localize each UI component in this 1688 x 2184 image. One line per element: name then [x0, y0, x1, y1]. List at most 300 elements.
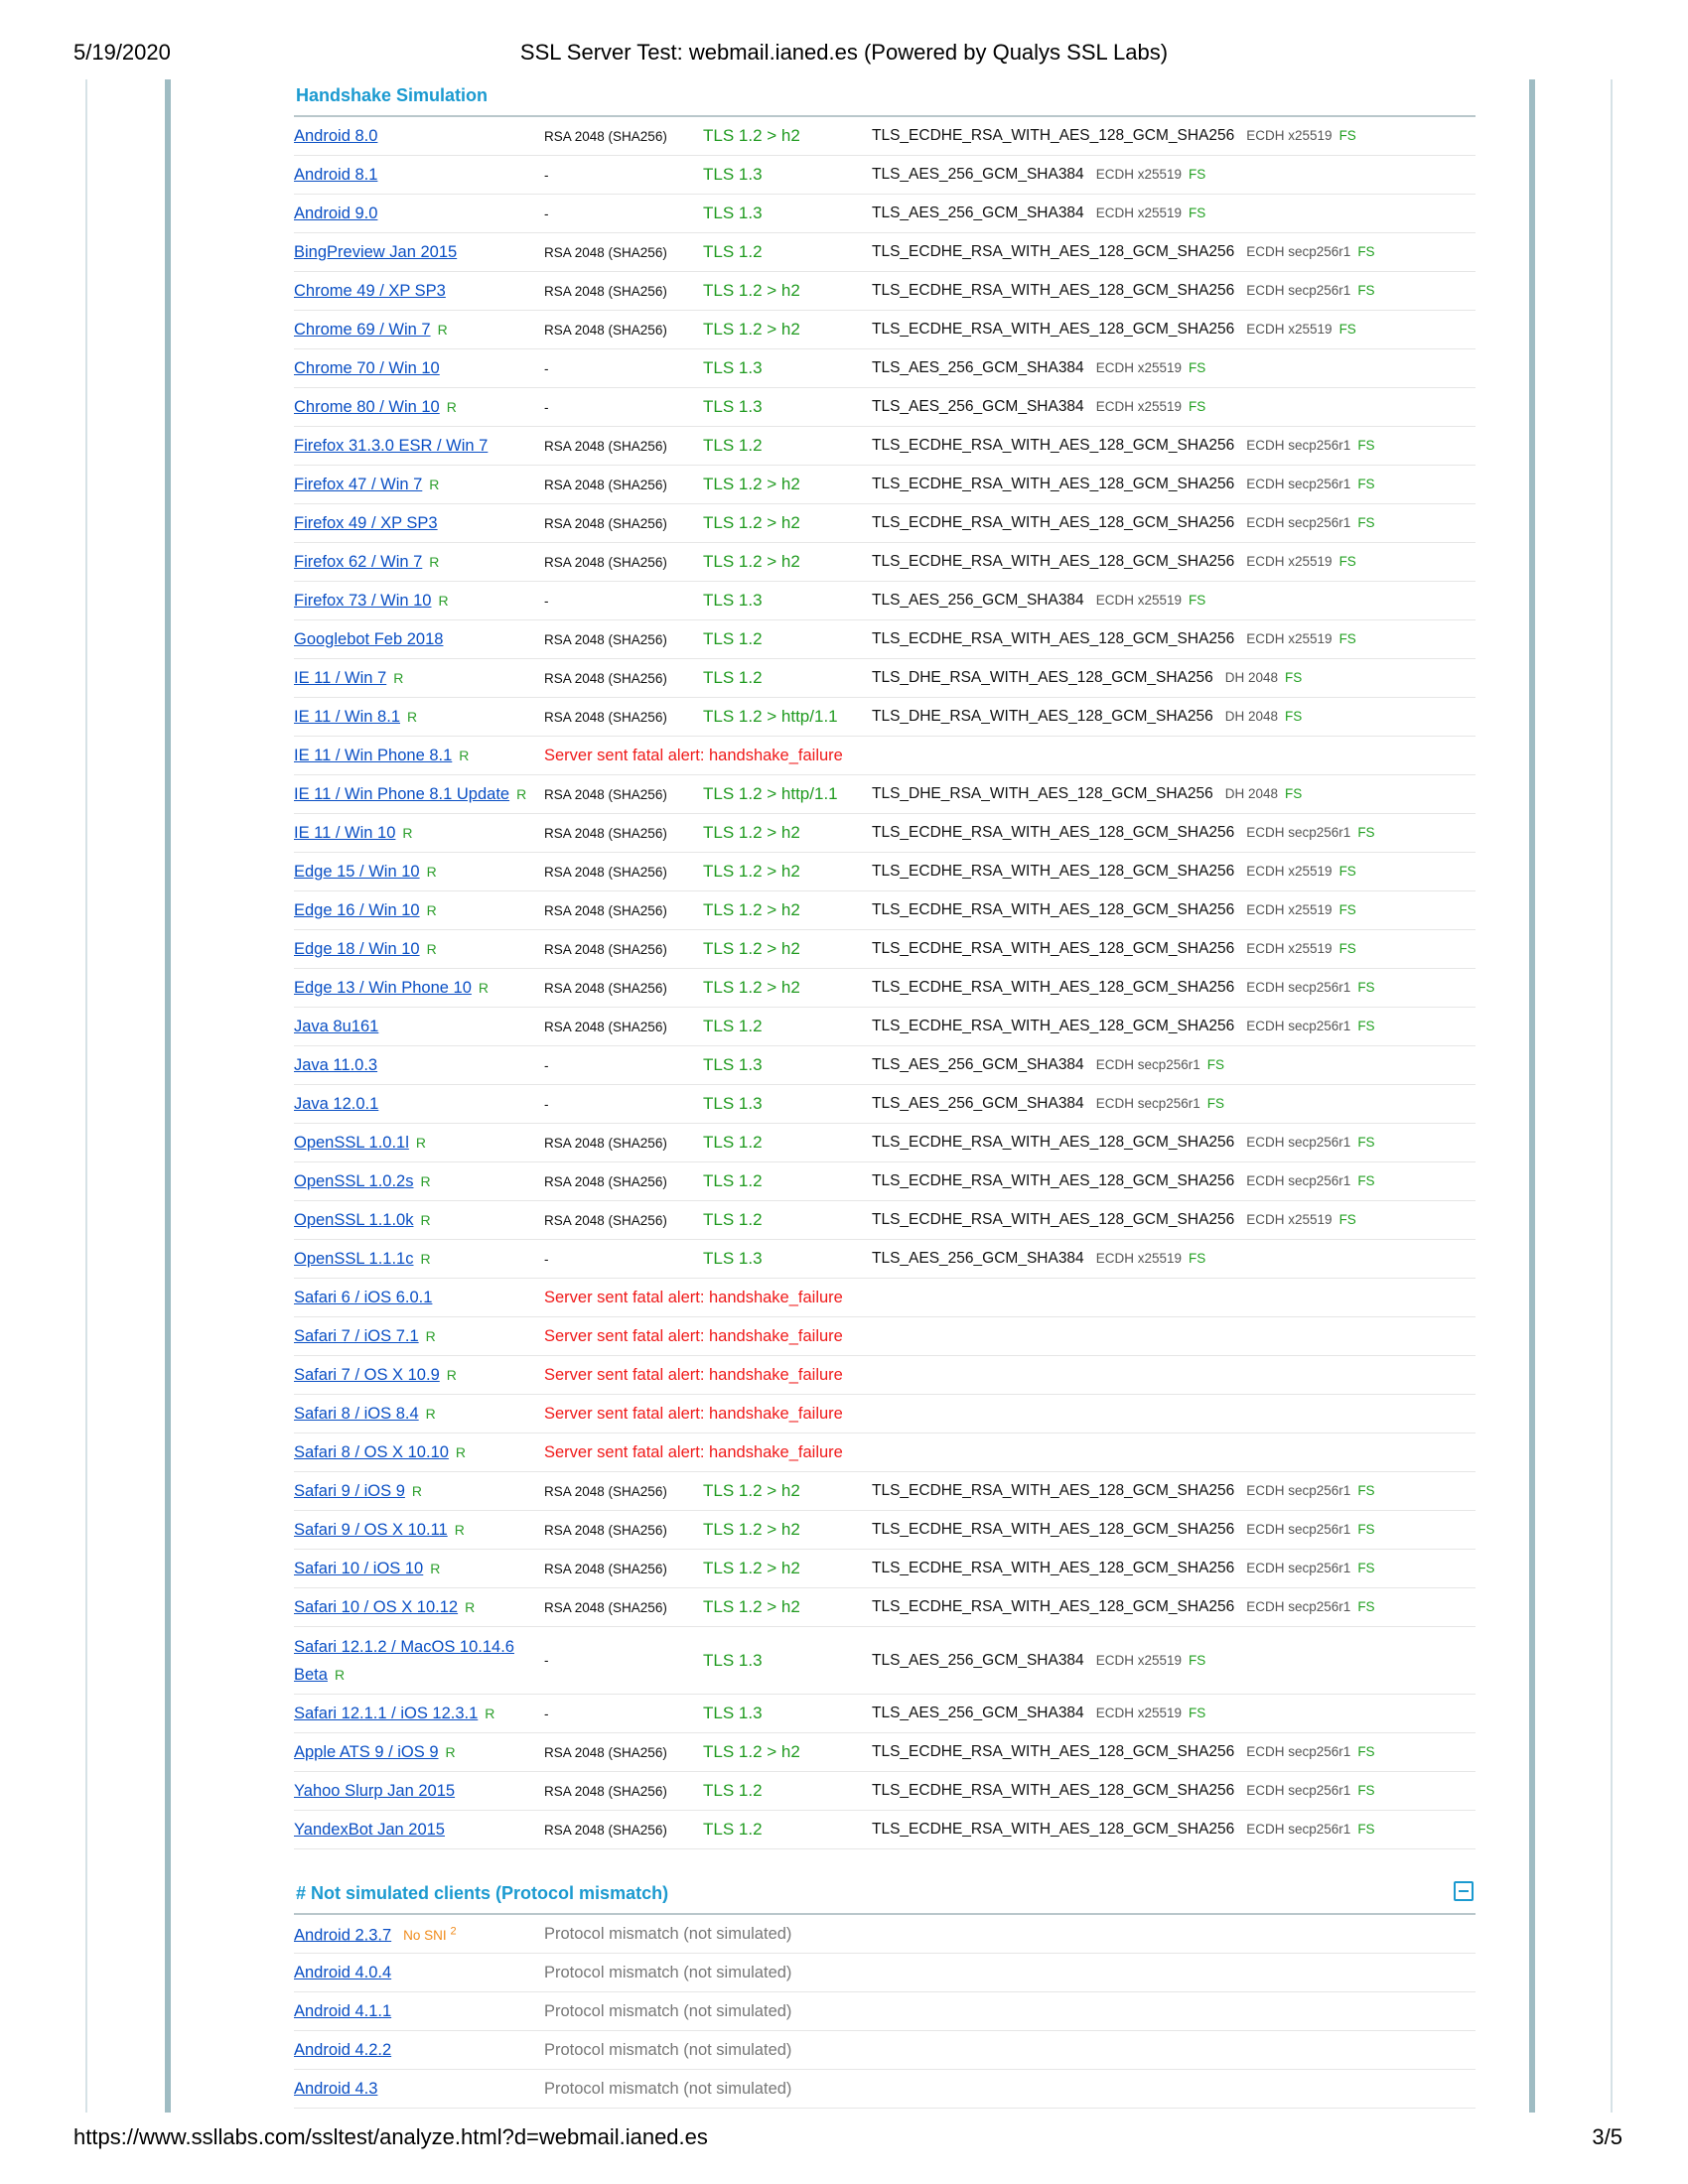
print-header — [0, 40, 1688, 69]
forward-secrecy-badge: FS — [1357, 283, 1375, 298]
cipher-cell — [872, 1172, 1375, 1190]
table-row — [294, 930, 1476, 969]
client-cell — [294, 1555, 544, 1582]
key-cell: RSA 2048 (SHA256) — [544, 554, 667, 570]
key-cell: - — [544, 167, 549, 183]
forward-secrecy-badge: FS — [1188, 1251, 1206, 1266]
client-cell — [294, 1013, 544, 1040]
reference-badge: R — [438, 593, 449, 609]
client-cell — [294, 432, 544, 460]
client-cell — [294, 780, 544, 808]
protocol-cell: TLS 1.2 > h2 — [703, 552, 800, 571]
protocol-cell: TLS 1.2 > h2 — [703, 1520, 800, 1539]
reference-badge: R — [478, 980, 489, 996]
protocol-cell: TLS 1.2 > http/1.1 — [703, 784, 838, 803]
protocol-cell: TLS 1.2 — [703, 1171, 763, 1190]
client-cell — [294, 1322, 544, 1350]
key-exchange: ECDH secp256r1 — [1246, 1135, 1351, 1150]
cipher-suite: TLS_AES_256_GCM_SHA384 — [872, 1651, 1084, 1669]
key-exchange: DH 2048 — [1224, 786, 1279, 801]
client-link[interactable]: Safari 7 / iOS 7.1 — [294, 1327, 419, 1345]
forward-secrecy-badge: FS — [1338, 631, 1356, 646]
client-cell — [294, 858, 544, 886]
cipher-cell — [872, 863, 1356, 881]
forward-secrecy-badge: FS — [1357, 1483, 1375, 1498]
reference-badge: R — [407, 709, 418, 725]
client-link[interactable]: Firefox 62 / Win 7 — [294, 553, 423, 571]
handshake-simulation-table — [294, 117, 1476, 1849]
protocol-cell: TLS 1.3 — [703, 1650, 763, 1670]
key-cell: RSA 2048 (SHA256) — [544, 902, 667, 918]
client-cell — [294, 1918, 544, 1951]
client-cell — [294, 354, 544, 382]
client-link[interactable]: Android 4.2.2 — [294, 2041, 392, 2059]
client-cell — [294, 1816, 544, 1843]
client-cell — [294, 1051, 544, 1079]
table-row — [294, 1240, 1476, 1279]
client-link[interactable]: Android 8.0 — [294, 127, 378, 145]
client-link[interactable]: IE 11 / Win 7 — [294, 669, 387, 687]
cipher-cell — [872, 592, 1205, 610]
client-cell — [294, 974, 544, 1002]
protocol-cell: TLS 1.2 > h2 — [703, 1481, 800, 1500]
client-link[interactable]: Java 12.0.1 — [294, 1095, 379, 1113]
key-exchange: ECDH secp256r1 — [1246, 825, 1351, 840]
cipher-suite: TLS_DHE_RSA_WITH_AES_128_GCM_SHA256 — [872, 669, 1213, 686]
key-cell: RSA 2048 (SHA256) — [544, 941, 667, 957]
client-link[interactable]: YandexBot Jan 2015 — [294, 1821, 445, 1839]
forward-secrecy-badge: FS — [1285, 670, 1303, 685]
table-row — [294, 233, 1476, 272]
protocol-cell: TLS 1.2 — [703, 668, 763, 687]
key-cell: RSA 2048 (SHA256) — [544, 1212, 667, 1228]
cipher-suite: TLS_AES_256_GCM_SHA384 — [872, 1095, 1084, 1112]
client-link[interactable]: Android 4.1.1 — [294, 2002, 392, 2020]
print-date: 5/19/2020 — [73, 40, 171, 65]
handshake-simulation-title — [294, 79, 1476, 117]
cipher-cell — [872, 901, 1356, 919]
reference-badge: R — [425, 1328, 436, 1344]
client-link[interactable]: Safari 12.1.1 / iOS 12.3.1 — [294, 1705, 479, 1722]
key-exchange: ECDH x25519 — [1246, 128, 1333, 143]
client-link[interactable]: Firefox 47 / Win 7 — [294, 476, 423, 493]
client-link[interactable]: OpenSSL 1.0.2s — [294, 1172, 414, 1190]
cipher-suite: TLS_ECDHE_RSA_WITH_AES_128_GCM_SHA256 — [872, 1172, 1235, 1189]
forward-secrecy-badge: FS — [1357, 515, 1375, 530]
client-link[interactable]: Android 4.3 — [294, 2080, 378, 2098]
table-row — [294, 814, 1476, 853]
client-cell — [294, 122, 544, 150]
cipher-suite: TLS_ECDHE_RSA_WITH_AES_128_GCM_SHA256 — [872, 1743, 1235, 1760]
client-link[interactable]: Safari 8 / OS X 10.10 — [294, 1443, 449, 1461]
client-link[interactable]: Chrome 80 / Win 10 — [294, 398, 440, 416]
reference-badge: R — [415, 1135, 427, 1151]
cipher-cell — [872, 1705, 1205, 1722]
client-cell — [294, 1167, 544, 1195]
key-cell: - — [544, 360, 549, 376]
client-link[interactable]: Apple ATS 9 / iOS 9 — [294, 1743, 439, 1761]
cipher-cell — [872, 824, 1375, 842]
protocol-cell: TLS 1.2 > h2 — [703, 823, 800, 842]
client-link[interactable]: Safari 10 / OS X 10.12 — [294, 1598, 459, 1616]
client-link[interactable]: Android 8.1 — [294, 166, 378, 184]
client-link[interactable]: Safari 9 / OS X 10.11 — [294, 1521, 448, 1539]
protocol-cell: TLS 1.2 > h2 — [703, 320, 800, 339]
protocol-cell: TLS 1.3 — [703, 1249, 763, 1268]
cipher-cell — [872, 940, 1356, 958]
cipher-cell — [872, 398, 1205, 416]
cipher-cell — [872, 1482, 1375, 1500]
table-row — [294, 1915, 1476, 1954]
key-exchange: ECDH x25519 — [1095, 205, 1182, 220]
forward-secrecy-badge: FS — [1338, 864, 1356, 879]
protocol-cell: TLS 1.2 — [703, 436, 763, 455]
reference-badge: R — [426, 902, 437, 918]
cipher-suite: TLS_ECDHE_RSA_WITH_AES_128_GCM_SHA256 — [872, 243, 1235, 260]
cipher-cell — [872, 1560, 1375, 1577]
key-exchange: ECDH secp256r1 — [1246, 1561, 1351, 1575]
table-row — [294, 1162, 1476, 1201]
forward-secrecy-badge: FS — [1357, 1822, 1375, 1837]
table-row — [294, 737, 1476, 775]
key-exchange: ECDH x25519 — [1246, 902, 1333, 917]
cipher-cell — [872, 1521, 1375, 1539]
reference-badge: R — [446, 1367, 457, 1383]
client-cell — [294, 1400, 544, 1428]
reference-badge: R — [459, 748, 470, 763]
client-link[interactable]: Firefox 73 / Win 10 — [294, 592, 432, 610]
client-cell — [294, 1361, 544, 1389]
table-row — [294, 504, 1476, 543]
cipher-suite: TLS_AES_256_GCM_SHA384 — [872, 205, 1084, 221]
cipher-suite: TLS_ECDHE_RSA_WITH_AES_128_GCM_SHA256 — [872, 476, 1235, 492]
key-cell: - — [544, 1653, 549, 1668]
print-title: SSL Server Test: webmail.ianed.es (Powered by Qualys SSL Labs) — [519, 40, 1169, 65]
cipher-suite: TLS_ECDHE_RSA_WITH_AES_128_GCM_SHA256 — [872, 1211, 1235, 1228]
key-exchange: ECDH secp256r1 — [1246, 477, 1351, 491]
key-cell: RSA 2048 (SHA256) — [544, 670, 667, 686]
protocol-cell: TLS 1.3 — [703, 165, 763, 184]
table-row — [294, 1511, 1476, 1550]
client-cell — [294, 238, 544, 266]
cipher-suite: TLS_ECDHE_RSA_WITH_AES_128_GCM_SHA256 — [872, 1560, 1235, 1576]
key-cell: - — [544, 399, 549, 415]
client-link[interactable]: OpenSSL 1.1.0k — [294, 1211, 414, 1229]
protocol-cell: TLS 1.3 — [703, 1094, 763, 1113]
client-link[interactable]: Android 9.0 — [294, 205, 378, 222]
cipher-suite: TLS_ECDHE_RSA_WITH_AES_128_GCM_SHA256 — [872, 437, 1235, 454]
client-link[interactable]: Android 2.3.7 — [294, 1926, 392, 1945]
table-row — [294, 659, 1476, 698]
key-cell: RSA 2048 (SHA256) — [544, 1744, 667, 1760]
cipher-suite: TLS_AES_256_GCM_SHA384 — [872, 592, 1084, 609]
key-exchange: ECDH secp256r1 — [1246, 980, 1351, 995]
key-cell: RSA 2048 (SHA256) — [544, 709, 667, 725]
protocol-cell: TLS 1.2 > h2 — [703, 475, 800, 493]
key-exchange: DH 2048 — [1224, 670, 1279, 685]
cipher-suite: TLS_ECDHE_RSA_WITH_AES_128_GCM_SHA256 — [872, 630, 1235, 647]
client-cell — [294, 1959, 544, 1986]
protocol-cell: TLS 1.2 > h2 — [703, 1742, 800, 1761]
cipher-cell — [872, 1743, 1375, 1761]
handshake-error: Server sent fatal alert: handshake_failure — [544, 1326, 843, 1345]
client-link[interactable]: Safari 7 / OS X 10.9 — [294, 1366, 440, 1384]
cipher-suite: TLS_AES_256_GCM_SHA384 — [872, 1250, 1084, 1267]
forward-secrecy-badge: FS — [1357, 1744, 1375, 1759]
protocol-cell: TLS 1.2 > h2 — [703, 862, 800, 881]
table-row — [294, 388, 1476, 427]
client-cell — [294, 1700, 544, 1727]
key-cell: RSA 2048 (SHA256) — [544, 980, 667, 996]
key-exchange: DH 2048 — [1224, 709, 1279, 724]
cipher-cell — [872, 669, 1302, 687]
table-row — [294, 543, 1476, 582]
client-link[interactable]: IE 11 / Win Phone 8.1 — [294, 747, 453, 764]
table-row — [294, 891, 1476, 930]
key-exchange: ECDH secp256r1 — [1246, 1483, 1351, 1498]
handshake-error: Server sent fatal alert: handshake_failure — [544, 746, 843, 764]
forward-secrecy-badge: FS — [1338, 941, 1356, 956]
client-link[interactable]: Edge 18 / Win 10 — [294, 940, 420, 958]
table-row — [294, 1695, 1476, 1733]
cipher-suite: TLS_ECDHE_RSA_WITH_AES_128_GCM_SHA256 — [872, 553, 1235, 570]
key-cell: RSA 2048 (SHA256) — [544, 128, 667, 144]
cipher-suite: TLS_ECDHE_RSA_WITH_AES_128_GCM_SHA256 — [872, 1134, 1235, 1151]
table-row — [294, 1201, 1476, 1240]
handshake-simulation-title-text: Handshake Simulation — [296, 85, 489, 105]
protocol-cell: TLS 1.3 — [703, 591, 763, 610]
forward-secrecy-badge: FS — [1357, 1783, 1375, 1798]
table-row — [294, 311, 1476, 349]
table-row — [294, 272, 1476, 311]
cipher-cell — [872, 321, 1356, 339]
client-cell — [294, 161, 544, 189]
table-row — [294, 775, 1476, 814]
key-exchange: ECDH secp256r1 — [1246, 1822, 1351, 1837]
key-exchange: ECDH x25519 — [1246, 554, 1333, 569]
key-exchange: ECDH secp256r1 — [1095, 1057, 1200, 1072]
client-cell — [294, 316, 544, 343]
key-cell: RSA 2048 (SHA256) — [544, 825, 667, 841]
table-row — [294, 582, 1476, 620]
client-link[interactable]: Safari 8 / iOS 8.4 — [294, 1405, 419, 1423]
key-exchange: ECDH secp256r1 — [1246, 1599, 1351, 1614]
key-exchange: ECDH x25519 — [1095, 167, 1182, 182]
reference-badge: R — [465, 1599, 476, 1615]
protocol-cell: TLS 1.2 > h2 — [703, 900, 800, 919]
cipher-cell — [872, 1250, 1205, 1268]
table-row — [294, 1550, 1476, 1588]
protocol-cell: TLS 1.2 — [703, 1210, 763, 1229]
reference-badge: R — [516, 786, 527, 802]
key-cell: - — [544, 593, 549, 609]
client-link[interactable]: IE 11 / Win 10 — [294, 824, 396, 842]
client-link[interactable]: Edge 13 / Win Phone 10 — [294, 979, 472, 997]
client-cell — [294, 1777, 544, 1805]
client-link[interactable]: Safari 9 / iOS 9 — [294, 1482, 405, 1500]
forward-secrecy-badge: FS — [1357, 1561, 1375, 1575]
forward-secrecy-badge: FS — [1188, 1706, 1206, 1720]
table-row — [294, 1356, 1476, 1395]
client-cell — [294, 625, 544, 653]
reference-badge: R — [437, 322, 448, 338]
key-exchange: ECDH secp256r1 — [1246, 244, 1351, 259]
table-row — [294, 1627, 1476, 1695]
client-link[interactable]: BingPreview Jan 2015 — [294, 243, 458, 261]
table-row — [294, 698, 1476, 737]
key-exchange: ECDH x25519 — [1095, 1251, 1182, 1266]
client-link[interactable]: Java 11.0.3 — [294, 1056, 378, 1074]
table-row — [294, 1772, 1476, 1811]
reference-badge: R — [426, 864, 437, 880]
cipher-cell — [872, 437, 1375, 455]
key-exchange: ECDH x25519 — [1095, 593, 1182, 608]
client-link[interactable]: Safari 12.1.2 / MacOS 10.14.6 Beta — [294, 1637, 514, 1684]
cipher-cell — [872, 282, 1375, 300]
cipher-suite: TLS_ECDHE_RSA_WITH_AES_128_GCM_SHA256 — [872, 1521, 1235, 1538]
client-link[interactable]: Chrome 49 / XP SP3 — [294, 282, 446, 300]
client-cell — [294, 200, 544, 227]
cipher-cell — [872, 1095, 1224, 1113]
protocol-cell: TLS 1.2 — [703, 1781, 763, 1800]
cipher-suite: TLS_AES_256_GCM_SHA384 — [872, 1056, 1084, 1073]
frame-border-outer-left — [85, 79, 87, 2113]
client-cell — [294, 471, 544, 498]
client-link[interactable]: IE 11 / Win Phone 8.1 Update — [294, 785, 510, 803]
forward-secrecy-badge: FS — [1357, 477, 1375, 491]
forward-secrecy-badge: FS — [1188, 167, 1206, 182]
client-cell — [294, 664, 544, 692]
client-link[interactable]: Safari 10 / iOS 10 — [294, 1560, 424, 1577]
table-row — [294, 349, 1476, 388]
key-exchange: ECDH secp256r1 — [1095, 1096, 1200, 1111]
client-cell — [294, 1516, 544, 1544]
client-link[interactable]: Firefox 49 / XP SP3 — [294, 514, 438, 532]
key-cell: RSA 2048 (SHA256) — [544, 1822, 667, 1838]
forward-secrecy-badge: FS — [1188, 399, 1206, 414]
collapse-toggle-icon[interactable] — [1454, 1881, 1474, 1901]
cipher-cell — [872, 243, 1375, 261]
key-cell: - — [544, 1706, 549, 1721]
client-link[interactable]: Yahoo Slurp Jan 2015 — [294, 1782, 456, 1800]
table-row — [294, 1472, 1476, 1511]
client-link[interactable]: Chrome 69 / Win 7 — [294, 321, 431, 339]
table-row — [294, 2031, 1476, 2070]
key-cell: RSA 2048 (SHA256) — [544, 1135, 667, 1151]
cipher-cell — [872, 476, 1375, 493]
client-link[interactable]: Chrome 70 / Win 10 — [294, 359, 440, 377]
cipher-cell — [872, 166, 1205, 184]
key-exchange: ECDH x25519 — [1246, 322, 1333, 337]
protocol-cell: TLS 1.2 > h2 — [703, 1559, 800, 1577]
cipher-suite: TLS_ECDHE_RSA_WITH_AES_128_GCM_SHA256 — [872, 1782, 1235, 1799]
forward-secrecy-badge: FS — [1357, 1135, 1375, 1150]
key-cell: - — [544, 1251, 549, 1267]
cipher-suite: TLS_ECDHE_RSA_WITH_AES_128_GCM_SHA256 — [872, 863, 1235, 880]
key-exchange: ECDH secp256r1 — [1246, 1783, 1351, 1798]
key-cell: - — [544, 1057, 549, 1073]
key-cell: RSA 2048 (SHA256) — [544, 1561, 667, 1576]
key-cell: RSA 2048 (SHA256) — [544, 1522, 667, 1538]
reference-badge: R — [393, 670, 404, 686]
forward-secrecy-badge: FS — [1357, 244, 1375, 259]
forward-secrecy-badge: FS — [1357, 1522, 1375, 1537]
cipher-cell — [872, 1018, 1375, 1035]
forward-secrecy-badge: FS — [1357, 980, 1375, 995]
protocol-cell: TLS 1.2 — [703, 1017, 763, 1035]
cipher-cell — [872, 1211, 1356, 1229]
not-simulated-title — [294, 1877, 1476, 1915]
protocol-cell: TLS 1.2 > h2 — [703, 1597, 800, 1616]
client-link[interactable]: Firefox 31.3.0 ESR / Win 7 — [294, 437, 489, 455]
client-cell — [294, 1593, 544, 1621]
reference-badge: R — [455, 1444, 467, 1460]
protocol-cell: TLS 1.2 — [703, 1820, 763, 1839]
cipher-cell — [872, 1056, 1224, 1074]
protocol-cell: TLS 1.2 — [703, 242, 763, 261]
key-cell: RSA 2048 (SHA256) — [544, 1599, 667, 1615]
key-cell: RSA 2048 (SHA256) — [544, 1783, 667, 1799]
key-cell: RSA 2048 (SHA256) — [544, 631, 667, 647]
key-exchange: ECDH x25519 — [1246, 631, 1333, 646]
forward-secrecy-badge: FS — [1338, 902, 1356, 917]
cipher-cell — [872, 1821, 1375, 1839]
forward-secrecy-badge: FS — [1188, 360, 1206, 375]
not-simulated-table — [294, 1915, 1476, 2109]
mismatch-status: Protocol mismatch (not simulated) — [544, 2001, 792, 2020]
cipher-cell — [872, 785, 1302, 803]
client-link[interactable]: OpenSSL 1.0.1l — [294, 1134, 409, 1152]
client-link[interactable]: Safari 6 / iOS 6.0.1 — [294, 1289, 433, 1306]
client-link[interactable]: OpenSSL 1.1.1c — [294, 1250, 414, 1268]
client-cell — [294, 548, 544, 576]
no-sni-badge — [403, 1925, 457, 1944]
cipher-suite: TLS_ECDHE_RSA_WITH_AES_128_GCM_SHA256 — [872, 1482, 1235, 1499]
protocol-cell: TLS 1.2 — [703, 629, 763, 648]
cipher-suite: TLS_ECDHE_RSA_WITH_AES_128_GCM_SHA256 — [872, 901, 1235, 918]
mismatch-status: Protocol mismatch (not simulated) — [544, 1924, 792, 1943]
reference-badge: R — [411, 1483, 423, 1499]
client-link[interactable]: Edge 16 / Win 10 — [294, 901, 420, 919]
table-row — [294, 1279, 1476, 1317]
table-row — [294, 1008, 1476, 1046]
client-link[interactable]: Googlebot Feb 2018 — [294, 630, 444, 648]
client-cell — [294, 509, 544, 537]
print-footer — [0, 2124, 1688, 2154]
table-row — [294, 2070, 1476, 2109]
mismatch-status: Protocol mismatch (not simulated) — [544, 1963, 792, 1981]
protocol-cell: TLS 1.2 > h2 — [703, 939, 800, 958]
reference-badge: R — [402, 825, 413, 841]
key-exchange: ECDH x25519 — [1246, 941, 1333, 956]
client-link[interactable]: Edge 15 / Win 10 — [294, 863, 420, 881]
key-exchange: ECDH secp256r1 — [1246, 1744, 1351, 1759]
cipher-cell — [872, 514, 1375, 532]
handshake-error: Server sent fatal alert: handshake_failure — [544, 1365, 843, 1384]
client-link[interactable]: Java 8u161 — [294, 1018, 379, 1035]
forward-secrecy-badge: FS — [1285, 786, 1303, 801]
client-cell — [294, 1477, 544, 1505]
key-cell: RSA 2048 (SHA256) — [544, 244, 667, 260]
reference-badge: R — [429, 554, 440, 570]
key-exchange: ECDH secp256r1 — [1246, 1173, 1351, 1188]
client-link[interactable]: Android 4.0.4 — [294, 1964, 392, 1981]
client-link[interactable]: IE 11 / Win 8.1 — [294, 708, 400, 726]
frame-border-inner-left — [165, 79, 171, 2113]
reference-badge: R — [334, 1666, 346, 1683]
table-row — [294, 1433, 1476, 1472]
cipher-suite: TLS_AES_256_GCM_SHA384 — [872, 166, 1084, 183]
